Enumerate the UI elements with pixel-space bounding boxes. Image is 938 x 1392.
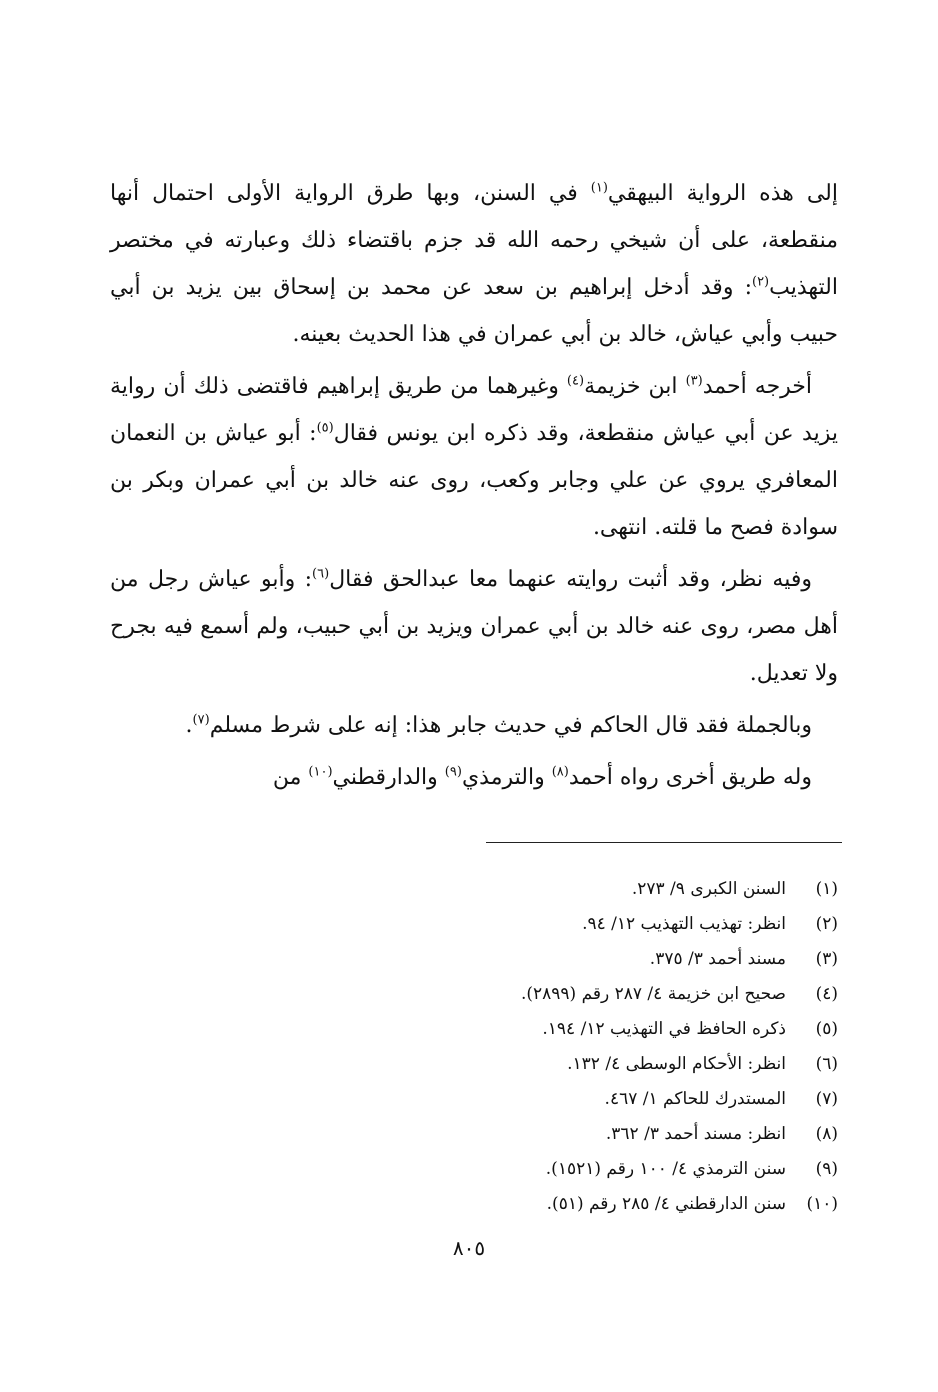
footnote-marker: (٣) bbox=[685, 373, 703, 389]
footnote bbox=[300, 1152, 838, 1187]
footnote-marker: (٩) bbox=[444, 764, 462, 780]
footnote-number: (٥) bbox=[815, 1019, 838, 1039]
footnote-number: (٧) bbox=[815, 1089, 838, 1109]
text-run: وله طريق أخرى رواه أحمد bbox=[568, 765, 812, 790]
footnote-number: (٣) bbox=[815, 949, 838, 969]
footnote bbox=[300, 1082, 838, 1117]
text-run: : أبو عياش بن النعمان المعافري يروي عن علي وجابر وكعب، روى عنه خالد بن أبي عمران وبكر بن سوادة فصح ما قلته. انتهى. bbox=[110, 421, 838, 540]
footnote-marker: (١٠) bbox=[308, 764, 333, 780]
footnote-marker: (٦) bbox=[312, 566, 330, 582]
footnote-number: (٤) bbox=[815, 984, 838, 1004]
footnote-divider bbox=[486, 842, 842, 843]
text-run: في السنن، وبها طرق الرواية الأولى احتمال أنها منقطعة، على أن شيخي رحمه الله قد جزم باقتضاء ذلك وعبارته في مختصر التهذيب bbox=[110, 181, 838, 300]
text-run: وغيرهما من طريق إبراهيم فاقتضى ذلك أن رواية يزيد عن أبي عياش منقطعة، وقد ذكره ابن يونس فقال bbox=[110, 374, 838, 446]
text-run: أخرجه أحمد bbox=[702, 374, 813, 399]
paragraph bbox=[110, 363, 838, 551]
text-run: من bbox=[272, 765, 309, 790]
footnote-text: انظر: الأحكام الوسطى ٤/ ١٣٢. bbox=[567, 1054, 786, 1074]
paragraph bbox=[110, 556, 838, 697]
footnote-number: (١٠) bbox=[806, 1194, 838, 1214]
footnote-number: (٨) bbox=[815, 1124, 838, 1144]
footnote-text: ذكره الحافظ في التهذيب ١٢/ ١٩٤. bbox=[542, 1019, 786, 1039]
page-number: ٨٠٥ bbox=[452, 1236, 486, 1260]
footnote-number: (٩) bbox=[815, 1159, 838, 1179]
footnote bbox=[300, 872, 838, 907]
footnote-text: انظر: تهذيب التهذيب ١٢/ ٩٤. bbox=[582, 914, 786, 934]
paragraph bbox=[110, 702, 838, 749]
text-run: إلى هذه الرواية البيهقي bbox=[607, 181, 838, 206]
footnote bbox=[300, 1117, 838, 1152]
text-run: وفيه نظر، وقد أثبت روايته عنهما معا عبدالحق فقال bbox=[329, 567, 813, 592]
text-run: : وأبو عياش رجل من أهل مصر، روى عنه خالد بن أبي عمران ويزيد بن أبي حبيب، ولم أسمع فيه بجرح ولا تعديل. bbox=[110, 567, 838, 686]
text-run: والترمذي bbox=[461, 765, 552, 790]
footnote-text: سنن الترمذي ٤/ ١٠٠ رقم (١٥٢١). bbox=[545, 1159, 786, 1179]
text-run: وبالجملة فقد قال الحاكم في حديث جابر هذا: إنه على شرط مسلم bbox=[209, 713, 812, 738]
footnote-number: (٢) bbox=[815, 914, 838, 934]
text-run: . bbox=[185, 713, 193, 738]
footnote-marker: (٤) bbox=[566, 373, 585, 389]
paragraph bbox=[110, 170, 838, 358]
footnote-text: صحيح ابن خزيمة ٤/ ٢٨٧ رقم (٢٨٩٩). bbox=[520, 984, 786, 1004]
footnote-text: مسند أحمد ٣/ ٣٧٥. bbox=[649, 949, 786, 969]
main-text bbox=[110, 170, 838, 806]
footnote-number: (٦) bbox=[815, 1054, 838, 1074]
footnote bbox=[300, 1012, 838, 1047]
footnote-marker: (٥) bbox=[316, 420, 334, 436]
footnote bbox=[300, 977, 838, 1012]
footnotes bbox=[300, 872, 838, 1222]
footnote-text: السنن الكبرى ٩/ ٢٧٣. bbox=[631, 879, 786, 899]
text-run: : وقد أدخل إبراهيم بن سعد عن محمد بن إسحاق بين يزيد بن أبي حبيب وأبي عياش، خالد بن أبي عمران في هذا الحديث بعينه. bbox=[110, 275, 838, 347]
footnote-text: المستدرك للحاكم ١/ ٤٦٧. bbox=[604, 1089, 786, 1109]
footnote-text: انظر: مسند أحمد ٣/ ٣٦٢. bbox=[605, 1124, 786, 1144]
text-run: ابن خزيمة bbox=[584, 374, 686, 399]
footnote bbox=[300, 1187, 838, 1222]
footnote-marker: (٨) bbox=[551, 764, 569, 780]
footnote bbox=[300, 1047, 838, 1082]
footnote-text: سنن الدارقطني ٤/ ٢٨٥ رقم (٥١). bbox=[546, 1194, 786, 1214]
paragraph bbox=[110, 754, 838, 801]
footnote-number: (١) bbox=[815, 879, 838, 899]
text-run: والدارقطني bbox=[332, 765, 445, 790]
footnote bbox=[300, 907, 838, 942]
footnote-marker: (١) bbox=[590, 180, 608, 196]
footnote-marker: (٧) bbox=[192, 712, 210, 728]
footnote bbox=[300, 942, 838, 977]
footnote-marker: (٢) bbox=[751, 274, 770, 290]
